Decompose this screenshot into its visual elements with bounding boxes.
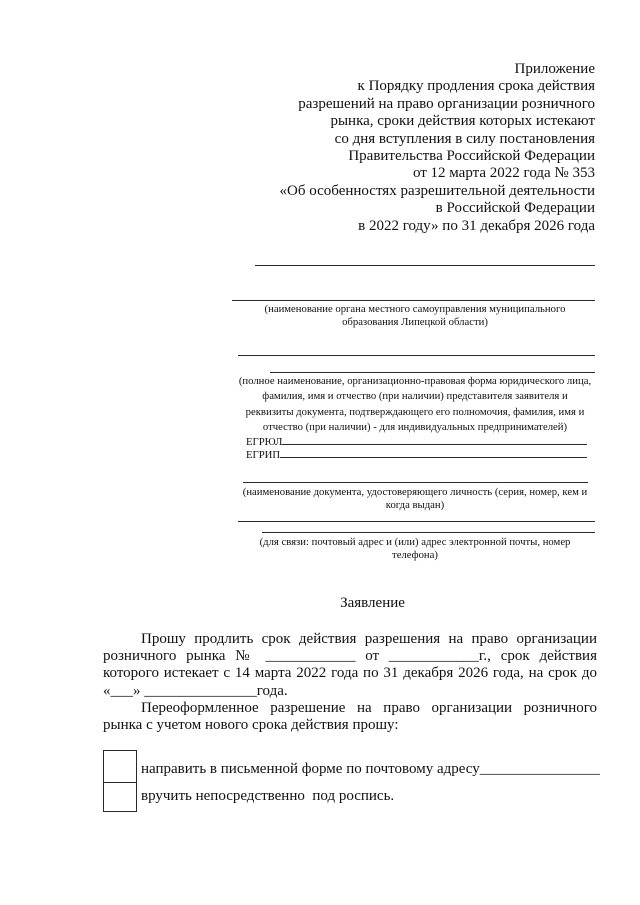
delivery-paragraph-line: Переоформленное разрешение на право организации розничного bbox=[141, 699, 597, 716]
appendix-header-line: в Российской Федерации bbox=[435, 200, 595, 217]
appendix-header-line: разрешений на право организации розничного bbox=[298, 95, 595, 112]
checkbox-in-person-delivery bbox=[103, 782, 137, 812]
appendix-header-line: рынка, сроки действия которых истекают bbox=[330, 113, 595, 130]
appendix-header bbox=[175, 61, 595, 235]
caption-line: телефона) bbox=[392, 549, 438, 561]
request-paragraph-line: розничного рынка № ____________ от ____________г., срок действия bbox=[103, 648, 597, 665]
contact-line-1 bbox=[238, 521, 595, 522]
caption-line: (для связи: почтовый адрес и (или) адрес электронной почты, номер bbox=[259, 536, 571, 548]
caption-line: (полное наименование, организационно-правовая форма юридического лица, bbox=[238, 375, 592, 387]
recipient-name-line-2 bbox=[232, 300, 595, 301]
caption-line: образования Липецкой области) bbox=[342, 316, 488, 328]
request-paragraph-line: «___» _______________года. bbox=[103, 682, 288, 699]
egrul-label: ЕГРЮЛ bbox=[246, 436, 283, 448]
caption-line: когда выдан) bbox=[385, 499, 445, 511]
appendix-header-line: от 12 марта 2022 года № 353 bbox=[412, 165, 595, 182]
caption-line: реквизиты документа, подтверждающего его полномочия, фамилия, имя и bbox=[245, 405, 585, 418]
contact-caption bbox=[230, 536, 600, 562]
contact-line-2 bbox=[262, 532, 595, 533]
option-mail-delivery-label: направить в письменной форме по почтовому адресу________________ bbox=[141, 761, 600, 777]
caption-line: (наименование органа местного самоуправления муниципального bbox=[264, 303, 566, 315]
caption-line: (наименование документа, удостоверяющего личность (серия, номер, кем и bbox=[242, 486, 588, 498]
appendix-header-line: в 2022 году» по 31 декабря 2026 года bbox=[358, 217, 595, 234]
option-in-person-delivery-label: вручить непосредственно под роспись. bbox=[141, 788, 395, 804]
egrul-blank-line bbox=[282, 444, 587, 445]
egrul-field bbox=[246, 436, 587, 449]
caption-line: отчество (при наличии) - для индивидуальных предпринимателей) bbox=[262, 420, 568, 433]
applicant-name-line-1 bbox=[238, 355, 595, 356]
appendix-header-line: к Порядку продления срока действия bbox=[357, 78, 595, 95]
appendix-header-line: Правительства Российской Федерации bbox=[348, 148, 595, 165]
appendix-header-line: со дня вступления в силу постановления bbox=[334, 130, 595, 147]
request-paragraph-line: Прошу продлить срок действия разрешения на право организации bbox=[141, 631, 597, 647]
request-paragraph-line: которого истекает с 14 марта 2022 года по 31 декабря 2026 года, на срок до bbox=[103, 665, 597, 682]
egrip-blank-line bbox=[280, 457, 587, 458]
appendix-header-line: Приложение bbox=[514, 61, 595, 77]
recipient-name-line-1 bbox=[255, 265, 595, 266]
checkbox-mail-delivery bbox=[103, 750, 137, 783]
applicant-caption bbox=[230, 374, 600, 435]
applicant-name-line-2 bbox=[270, 372, 595, 373]
egrip-field bbox=[246, 449, 587, 462]
document-title: Заявление bbox=[340, 595, 405, 611]
identity-document-line bbox=[243, 482, 588, 483]
application-body bbox=[103, 631, 597, 734]
caption-line: фамилия, имя и отчество (при наличии) представителя заявителя и bbox=[262, 390, 568, 403]
appendix-header-line: «Об особенностях разрешительной деятельности bbox=[279, 182, 595, 199]
recipient-caption bbox=[230, 303, 600, 329]
identity-document-caption bbox=[230, 486, 600, 512]
egrip-label: ЕГРИП bbox=[246, 449, 281, 461]
delivery-paragraph-line: рынка с учетом нового срока действия прошу: bbox=[103, 717, 399, 734]
